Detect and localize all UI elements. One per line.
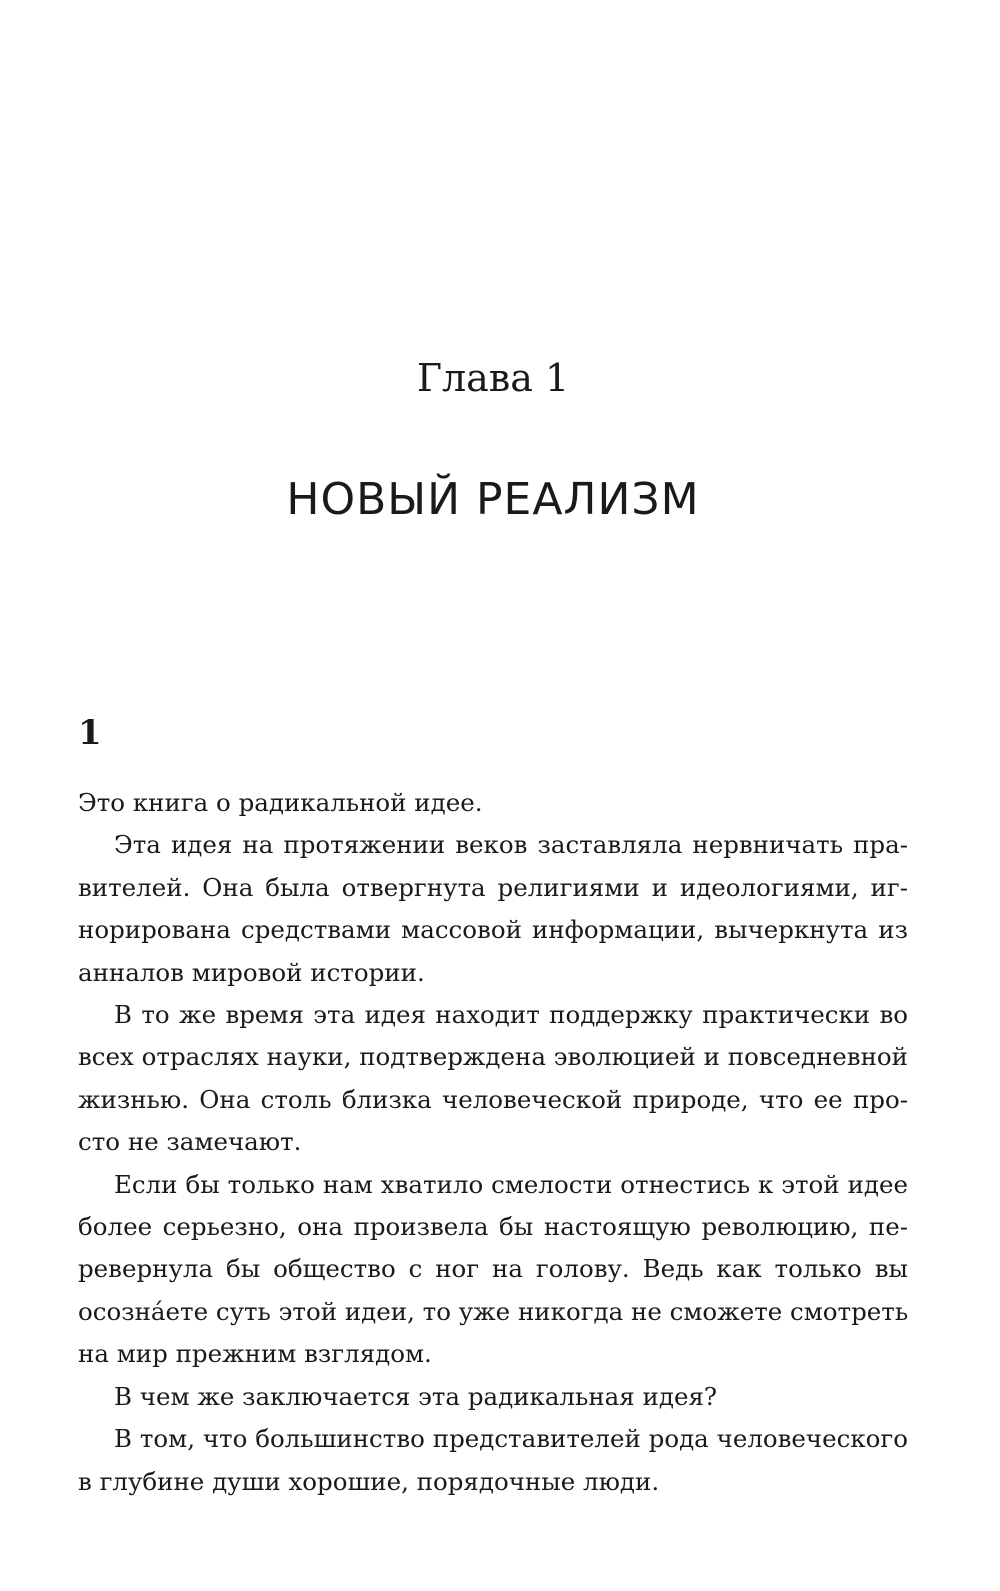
paragraph xyxy=(78,1164,908,1376)
text-line: в глубине души хорошие, порядочные люди. xyxy=(78,1466,660,1496)
text-line: осознáете суть этой идеи, то уже никогда не сможете смотреть xyxy=(78,1296,909,1326)
text-line: норирована средствами массовой информации, вычеркнута из xyxy=(78,915,908,945)
text-line: вителей. Она была отвергнута религиями и идеологиями, иг- xyxy=(78,872,908,902)
paragraph xyxy=(78,994,908,1164)
chapter-title: НОВЫЙ РЕАЛИЗМ xyxy=(286,474,700,525)
paragraph xyxy=(78,1376,908,1418)
text-line: сто не замечают. xyxy=(78,1127,302,1157)
text-line: Если бы только нам хватило смелости отнестись к этой идее xyxy=(114,1169,908,1199)
text-line: В чем же заключается эта радикальная идея? xyxy=(114,1381,718,1411)
text-line: жизнью. Она столь близка человеческой природе, что ее про- xyxy=(78,1084,908,1114)
text-line: на мир прежним взглядом. xyxy=(78,1339,432,1369)
text-line: Это книга о радикальной идее. xyxy=(78,788,483,817)
text-line: В том, что большинство представителей рода человеческого xyxy=(114,1424,908,1454)
text-line: всех отраслях науки, подтверждена эволюцией и повседневной xyxy=(78,1042,908,1072)
body-text xyxy=(78,782,908,1503)
text-line: Эта идея на протяжении веков заставляла нервничать пра- xyxy=(114,830,908,860)
text-line: В то же время эта идея находит поддержку практически во xyxy=(114,1000,908,1030)
paragraph xyxy=(78,1418,908,1503)
paragraph xyxy=(78,824,908,994)
paragraph xyxy=(78,782,908,824)
text-line: анналов мировой истории. xyxy=(78,957,425,987)
section-number: 1 xyxy=(78,713,102,753)
text-line: ревернула бы общество с ног на голову. Ведь как только вы xyxy=(78,1254,908,1284)
chapter-label: Глава 1 xyxy=(416,356,570,400)
text-line: более серьезно, она произвела бы настоящую революцию, пе- xyxy=(78,1212,908,1242)
